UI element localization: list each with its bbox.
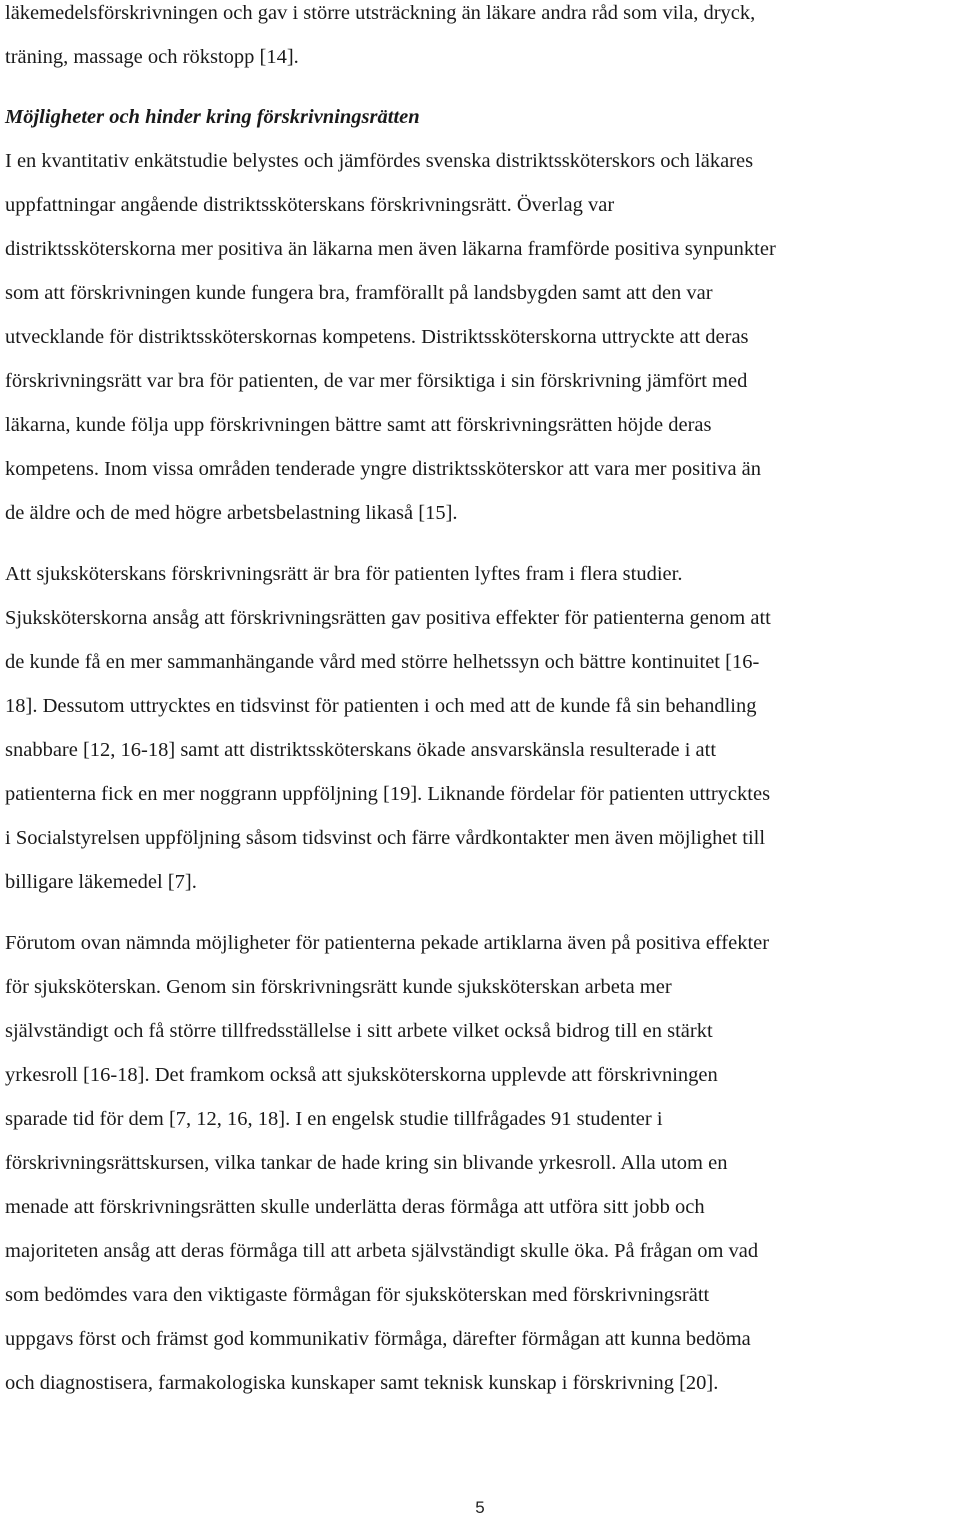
text-line: i Socialstyrelsen uppföljning såsom tidsvinst och färre vårdkontakter men även möjlighet till (5, 827, 766, 849)
text-line: yrkesroll [16-18]. Det framkom också att sjuksköterskorna upplevde att förskrivningen (5, 1064, 718, 1086)
text-line: träning, massage och rökstopp [14]. (5, 46, 299, 68)
paragraph-gap (5, 535, 955, 552)
text-line: som bedömdes vara den viktigaste förmågan för sjuksköterskan med förskrivningsrätt (5, 1284, 710, 1306)
text-line: uppfattningar angående distriktssköterskans förskrivningsrätt. Överlag var (5, 194, 615, 216)
text-line: kompetens. Inom vissa områden tenderade yngre distriktssköterskor att vara mer positiva än (5, 458, 762, 480)
paragraph-gap (5, 79, 955, 95)
text-line: Sjuksköterskorna ansåg att förskrivningsrätten gav positiva effekter för patienterna genom att (5, 607, 771, 629)
text-line: utvecklande för distriktssköterskornas kompetens. Distriktssköterskorna uttryckte att deras (5, 326, 749, 348)
text-line: läkarna, kunde följa upp förskrivningen bättre samt att förskrivningsrätten höjde deras (5, 414, 712, 436)
text-line: förskrivningsrätt var bra för patienten, de var mer försiktiga i sin förskrivning jämfört med (5, 370, 748, 392)
text-line: uppgavs först och främst god kommunikativ förmåga, därefter förmågan att kunna bedöma (5, 1328, 751, 1350)
intro-paragraph (5, 0, 955, 79)
text-line: billigare läkemedel [7]. (5, 871, 197, 893)
text-line: menade att förskrivningsrätten skulle underlätta deras förmåga att utföra sitt jobb och (5, 1196, 705, 1218)
text-line: de äldre och de med högre arbetsbelastning likaså [15]. (5, 502, 458, 524)
text-line: Att sjuksköterskans förskrivningsrätt är bra för patienten lyftes fram i flera studier. (5, 563, 683, 585)
text-line: distriktssköterskorna mer positiva än läkarna men även läkarna framförde positiva synpunkter (5, 238, 776, 260)
text-line: sparade tid för dem [7, 12, 16, 18]. I en engelsk studie tillfrågades 91 studenter i (5, 1108, 663, 1130)
text-line: snabbare [12, 16-18] samt att distriktssköterskans ökade ansvarskänsla resulterade i att (5, 739, 717, 761)
text-line: och diagnostisera, farmakologiska kunskaper samt teknisk kunskap i förskrivning [20]. (5, 1372, 719, 1394)
text-line: majoriteten ansåg att deras förmåga till att arbeta självständigt skulle öka. På frågan om vad (5, 1240, 759, 1262)
paragraph-3 (5, 921, 955, 1405)
text-line: de kunde få en mer sammanhängande vård med större helhetssyn och bättre kontinuitet [16- (5, 651, 760, 673)
paragraph-1 (5, 139, 955, 535)
section-heading: Möjligheter och hinder kring förskrivningsrätten (5, 106, 420, 128)
paragraph-2 (5, 552, 955, 904)
text-line: läkemedelsförskrivningen och gav i större utsträckning än läkare andra råd som vila, dryck, (5, 2, 756, 24)
document-page (5, 0, 955, 1405)
text-line: förskrivningsrättskursen, vilka tankar de hade kring sin blivande yrkesroll. Alla utom en (5, 1152, 728, 1174)
text-line: för sjuksköterskan. Genom sin förskrivningsrätt kunde sjuksköterskan arbeta mer (5, 976, 672, 998)
text-line: patienterna fick en mer noggrann uppföljning [19]. Liknande fördelar för patienten uttrycktes (5, 783, 771, 805)
text-line: självständigt och få större tillfredsställelse i sitt arbete vilket också bidrog till en stärkt (5, 1020, 713, 1042)
text-line: I en kvantitativ enkätstudie belystes och jämfördes svenska distriktssköterskors och läkares (5, 150, 754, 172)
text-line: Förutom ovan nämnda möjligheter för patienterna pekade artiklarna även på positiva effekter (5, 932, 770, 954)
text-line: som att förskrivningen kunde fungera bra, framförallt på landsbygden samt att den var (5, 282, 713, 304)
page-number: 5 (475, 1498, 485, 1517)
paragraph-gap (5, 904, 955, 921)
text-line: 18]. Dessutom uttrycktes en tidsvinst för patienten i och med att de kunde få sin behandling (5, 695, 757, 717)
